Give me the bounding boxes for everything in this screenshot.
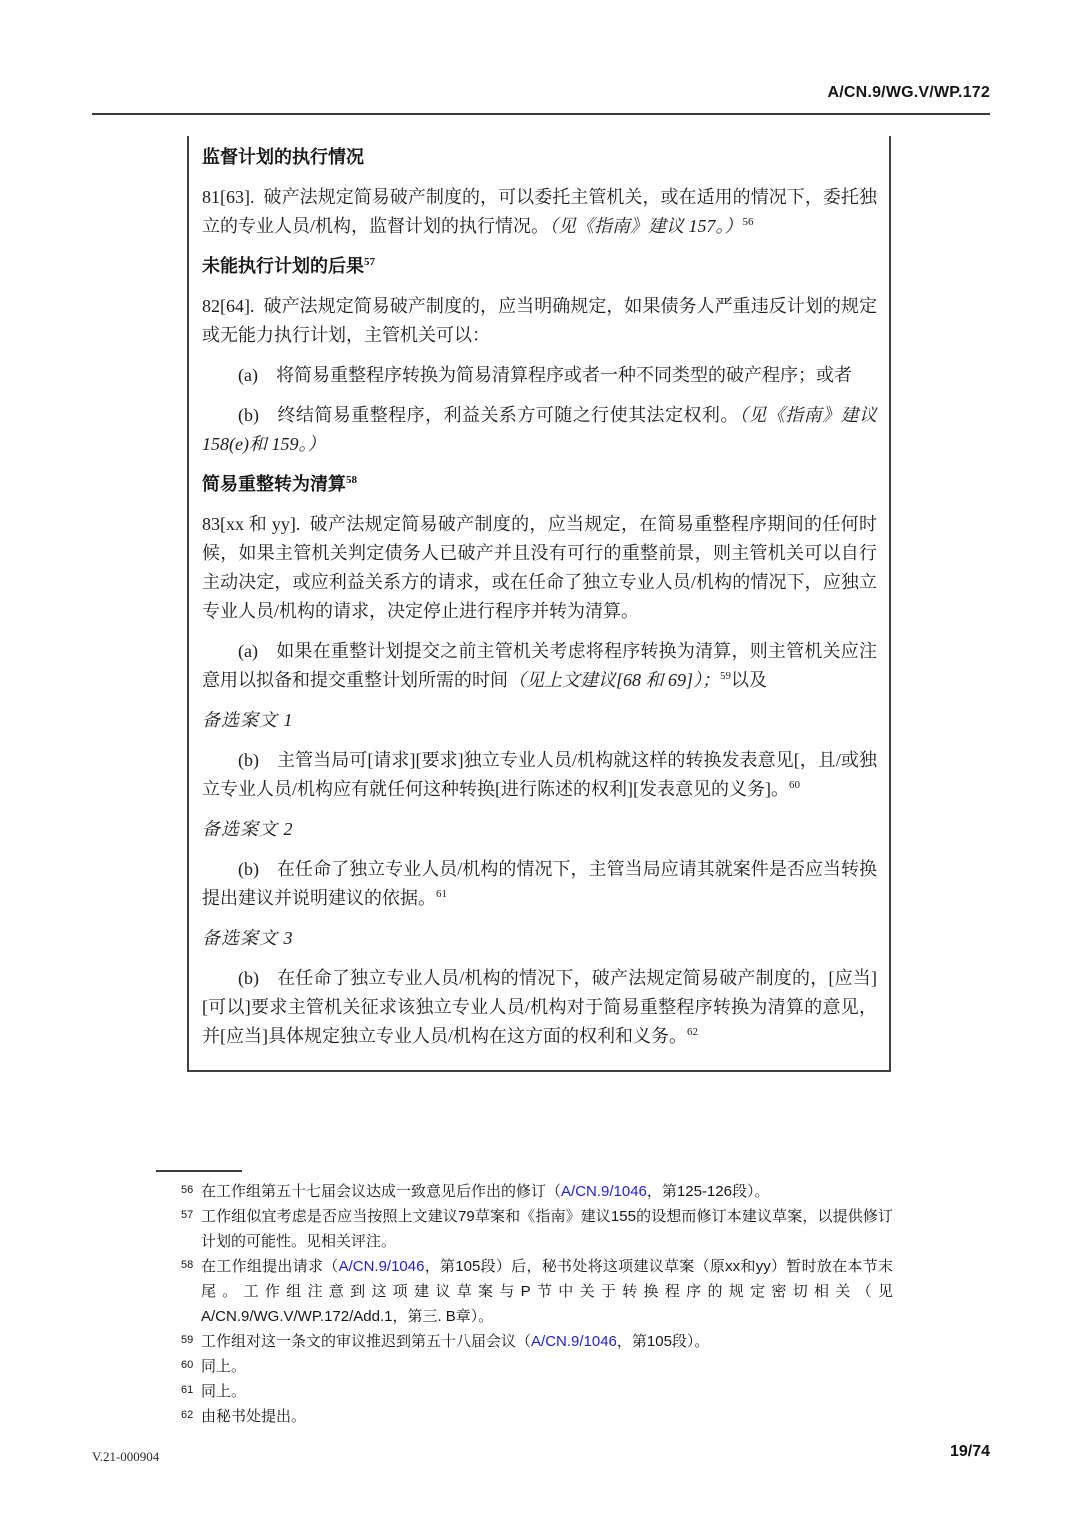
text-run: 在工作组提出请求（: [201, 1258, 339, 1275]
alt-text-heading: [202, 815, 877, 844]
text-run: 同上。: [201, 1358, 247, 1375]
text-run: 监督计划的执行情况: [202, 147, 364, 167]
text-run: 83[xx 和 yy]. 破产法规定简易破产制度的，应当规定，在简易重整程序期间的任何时候，如果主管机关判定债务人已破产并且没有可行的重整前景，则主管机关可以自行主动决定，或应利益关系方的请求，或在任命了独立专业人员/机构的情况下，应独立专业人员/机构的请求，决定停止进行程序并转为清算。: [202, 514, 877, 621]
doc-link[interactable]: A/CN.9/1046: [531, 1333, 617, 1350]
footnote: [181, 1404, 893, 1429]
text-run: (a) 将简易重整程序转换为简易清算程序或者一种不同类型的破产程序；或者: [238, 365, 852, 385]
body-subparagraph: [202, 361, 877, 390]
text-run: ，第125-126段）。: [646, 1183, 770, 1200]
footnote-ref: 61: [436, 888, 447, 900]
footnotes: [181, 1179, 893, 1429]
body-heading: [202, 252, 877, 281]
footnote: [181, 1379, 893, 1404]
footnote-ref: 56: [742, 216, 754, 228]
text-run: 由秘书处提出。: [201, 1408, 307, 1425]
recommendations-box: [187, 136, 891, 1072]
text-run: (b) 终结简易重整程序，利益关系方可随之行使其法定权利。: [238, 405, 739, 425]
doc-link[interactable]: A/CN.9/1046: [338, 1258, 425, 1275]
page-number: 19/74: [949, 1443, 990, 1460]
body-heading: [202, 143, 877, 172]
footnote-number: 58: [181, 1259, 194, 1271]
text-run: 备选案文 3: [202, 928, 294, 948]
guide-reference: （见《指南》建议 157。）: [549, 216, 743, 236]
text-run: 未能执行计划的后果: [202, 256, 364, 276]
text-run: 在工作组第五十七届会议达成一致意见后作出的修订（: [201, 1183, 562, 1200]
footnote-number: 62: [181, 1409, 194, 1421]
footnote-number: 60: [181, 1359, 194, 1371]
alt-text-heading: [202, 924, 877, 953]
footnote-number: 57: [181, 1209, 194, 1221]
footnote-ref: 60: [788, 779, 800, 791]
alt-text-heading: [202, 706, 877, 735]
text-run: 工作组似宜考虑是否应当按照上文建议79草案和《指南》建议155的设想而修订本建议草案，以提供修订计划的可能性。见相关评注。: [201, 1208, 893, 1250]
body-heading: [202, 470, 877, 499]
body-paragraph: [202, 183, 877, 241]
body-subparagraph: [202, 855, 877, 913]
footnote-ref: 58: [346, 474, 357, 486]
body-paragraph: [202, 510, 877, 626]
text-run: 备选案文 1: [202, 710, 294, 730]
footnote: [181, 1179, 893, 1204]
footnote: [181, 1354, 893, 1379]
header-rule: [92, 113, 990, 115]
text-run: (b) 在任命了独立专业人员/机构的情况下，破产法规定简易破产制度的，[应当][可以]要求主管机关征求该独立专业人员/机构对于简易重整程序转换为清算的意见，并[应当]具体规定独立专业人员/机构在这方面的权利和义务。: [202, 968, 877, 1046]
text-run: 82[64]. 破产法规定简易破产制度的，应当明确规定，如果债务人严重违反计划的规定或无能力执行计划，主管机关可以：: [202, 296, 877, 345]
text-run: ，第105段）后，秘书处将这项建议草案（原xx和yy）暂时放在本节末尾。工作组注意到这项建议草案与P节中关于转换程序的规定密切相关（见 A/CN.9/WG.V/WP.172/Add.1，第三. B章）。: [201, 1258, 893, 1325]
footnote-number: 59: [181, 1334, 194, 1346]
footnote: [181, 1254, 893, 1329]
footnote-ref: 57: [364, 256, 375, 268]
job-number: V.21-000904: [92, 1449, 160, 1464]
text-run: (a) 如果在重整计划提交之前主管机关考虑将程序转换为清算，则主管机关应注意用以拟备和提交重整计划所需的时间: [202, 641, 877, 690]
doc-link[interactable]: A/CN.9/1046: [561, 1183, 647, 1200]
footnote-number: 56: [181, 1184, 194, 1196]
body-subparagraph: [202, 964, 877, 1051]
footnote-separator: [156, 1170, 242, 1172]
footnote: [181, 1204, 893, 1254]
body-subparagraph: [202, 746, 877, 804]
text-run: (b) 主管当局可[请求][要求]独立专业人员/机构就这样的转换发表意见[，且/或独立专业人员/机构应有就任何这种转换[进行陈述的权利][发表意见的义务]。: [202, 750, 877, 799]
body-paragraph: [202, 292, 877, 350]
guide-reference: （见《指南》建议 158(e)和 159。）: [202, 405, 877, 454]
body-subparagraph: [202, 401, 877, 459]
text-run: 备选案文 2: [202, 819, 294, 839]
text-run: (b) 在任命了独立专业人员/机构的情况下，主管当局应请其就案件是否应当转换提出建议并说明建议的依据。: [202, 859, 877, 908]
footnote: [181, 1329, 893, 1354]
doc-symbol: A/CN.9/WG.V/WP.172: [827, 84, 990, 101]
text-run: ，第105段）。: [616, 1333, 710, 1350]
text-run: 简易重整转为清算: [202, 474, 346, 494]
footnote-ref: 62: [687, 1026, 698, 1038]
text-run: 同上。: [201, 1383, 247, 1400]
text-run: 以及: [731, 670, 768, 690]
guide-reference: （见上文建议[68 和 69]）；: [508, 670, 721, 690]
footnote-ref: 59: [720, 670, 732, 682]
text-run: 工作组对这一条文的审议推迟到第五十八届会议（: [201, 1333, 532, 1350]
text-run: 81[63]. 破产法规定简易破产制度的，可以委托主管机关，或在适用的情况下，委托独立的专业人员/机构，监督计划的执行情况。: [202, 187, 877, 236]
footnote-number: 61: [181, 1384, 194, 1396]
body-subparagraph: [202, 637, 877, 695]
